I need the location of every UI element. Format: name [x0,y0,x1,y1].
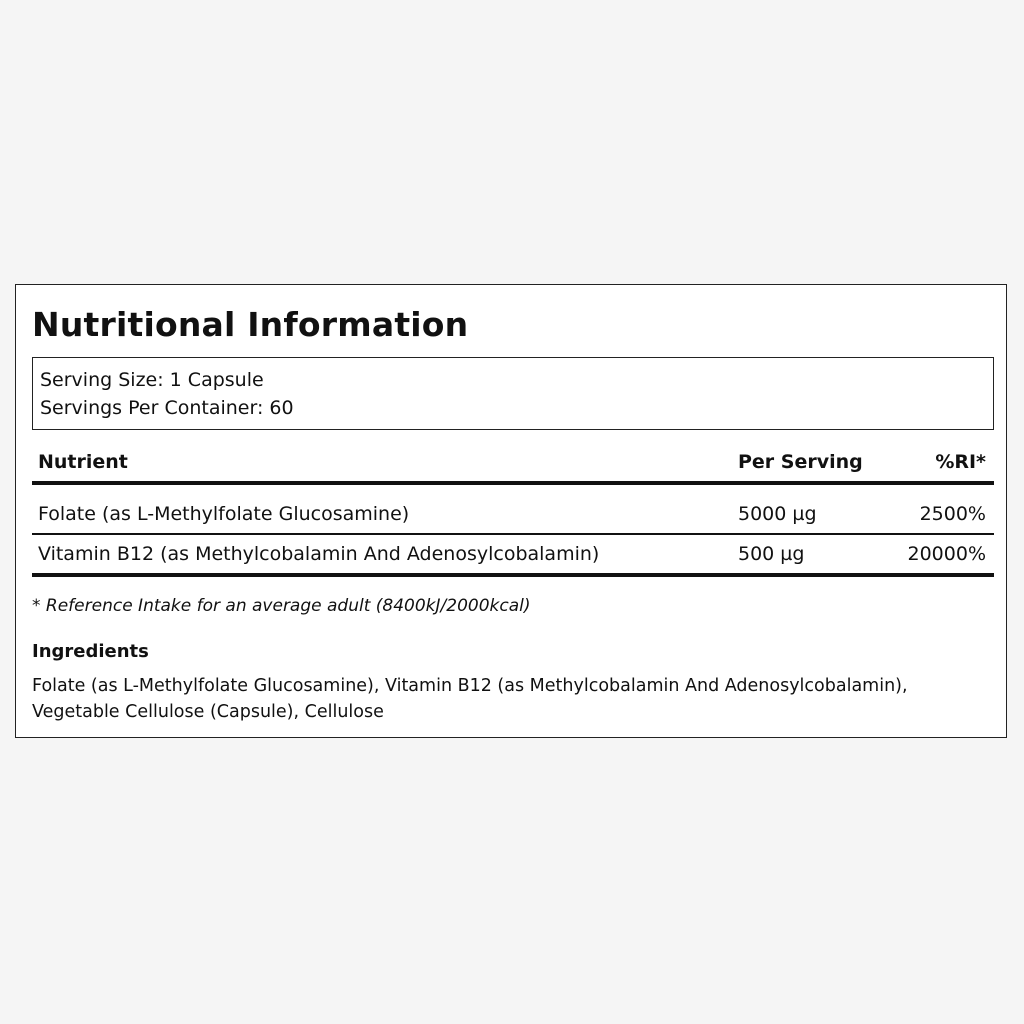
ingredients-heading: Ingredients [32,641,149,662]
header-nutrient: Nutrient [38,451,128,473]
row-b12-ri: 20000% [907,543,986,565]
header-ri: %RI* [935,451,986,473]
header-per-serving: Per Serving [738,451,863,473]
header-divider [32,481,994,485]
panel-title: Nutritional Information [32,305,469,344]
row-folate-ri: 2500% [919,503,986,525]
row-divider [32,533,994,535]
row-b12-nutrient: Vitamin B12 (as Methylcobalamin And Adenosylcobalamin) [38,543,600,565]
nutrition-panel [15,284,1007,738]
reference-intake-footnote: * Reference Intake for an average adult (8400kJ/2000kcal) [32,596,531,616]
serving-size: Serving Size: 1 Capsule [40,369,264,391]
row-folate-nutrient: Folate (as L-Methylfolate Glucosamine) [38,503,410,525]
table-bottom-divider [32,573,994,577]
serving-info-box [32,357,994,430]
row-b12-per-serving: 500 µg [738,543,805,565]
servings-per-container: Servings Per Container: 60 [40,397,294,419]
row-folate-per-serving: 5000 µg [738,503,817,525]
ingredients-text: Folate (as L-Methylfolate Glucosamine), Vitamin B12 (as Methylcobalamin And Adenosylcobalamin), Vegetable Cellulose (Capsule), Cellulose [32,676,908,722]
